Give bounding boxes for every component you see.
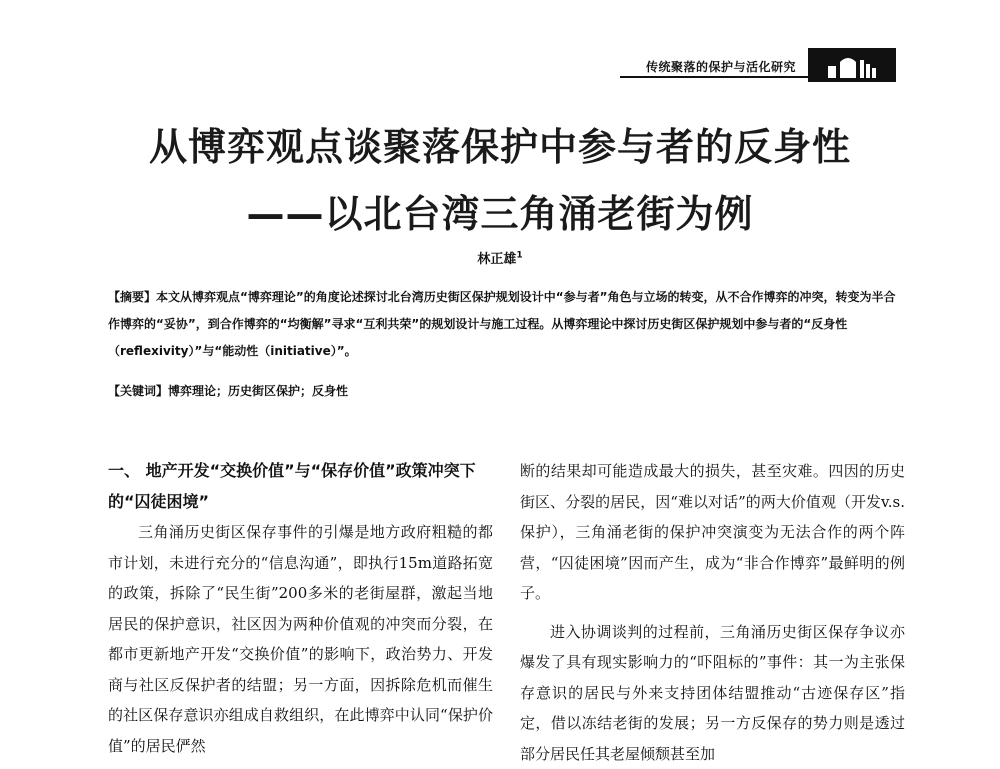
journal-logo <box>808 48 896 82</box>
paper-subtitle: ——以北台湾三角涌老街为例 <box>0 183 1000 238</box>
running-head: 传统聚落的保护与活化研究 <box>646 58 796 75</box>
paper-title: 从博弈观点谈聚落保护中参与者的反身性 <box>0 116 1000 171</box>
paragraph: 断的结果却可能造成最大的损失，甚至灾难。四因的历史街区、分裂的居民，因“难以对话”的两大价值观（开发v.s.保护），三角涌老街的保护冲突演变为无法合作的两个阵营，“囚徒困境”因而产生，成为“非合作博弈”最鲜明的例子。 <box>520 456 905 609</box>
author <box>0 248 1000 267</box>
paragraph: 三角涌历史街区保存事件的引爆是地方政府粗糙的都市计划，未进行充分的“信息沟通”，即执行15m道路拓宽的政策，拆除了“民生街”200多米的老街屋群，激起当地居民的保护意识，社区因为两种价值观的冲突而分裂，在都市更新地产开发“交换价值”的影响下，政治势力、开发商与社区反保护者的结盟；另一方面，因拆除危机而催生的社区保存意识亦组成自救组织，在此博弈中认同“保护价值”的居民俨然 <box>108 517 493 761</box>
paragraph: 进入协调谈判的过程前，三角涌历史街区保存争议亦爆发了具有现实影响力的“吓阻标的”事件：其一为主张保存意识的居民与外来支持团体结盟推动“古迹保存区”指定，借以冻结老街的发展；另一方反保存的势力则是透过部分居民任其老屋倾颓甚至加 <box>520 617 905 769</box>
body-column-right <box>520 456 905 769</box>
body-column-left <box>108 456 493 761</box>
abstract: 【摘要】本文从博弈观点“博弈理论”的角度论述探讨北台湾历史街区保护规划设计中“参与者”角色与立场的转变，从不合作博弈的冲突，转变为半合作博弈的“妥协”，到合作博弈的“均衡解”寻求“互利共荣”的规划设计与施工过程。从博弈理论中探讨历史街区保护规划中参与者的“反身性（reflexivity）”与“能动性（initiative）”。 <box>108 284 898 365</box>
author-footnote-mark: 1 <box>516 251 522 261</box>
keywords: 【关键词】博弈理论；历史街区保护；反身性 <box>108 382 898 399</box>
building-icon <box>826 54 878 78</box>
author-name: 林正雄 <box>477 252 516 267</box>
section-heading: 一、 地产开发“交换价值”与“保存价值”政策冲突下的“囚徒困境” <box>108 456 493 517</box>
